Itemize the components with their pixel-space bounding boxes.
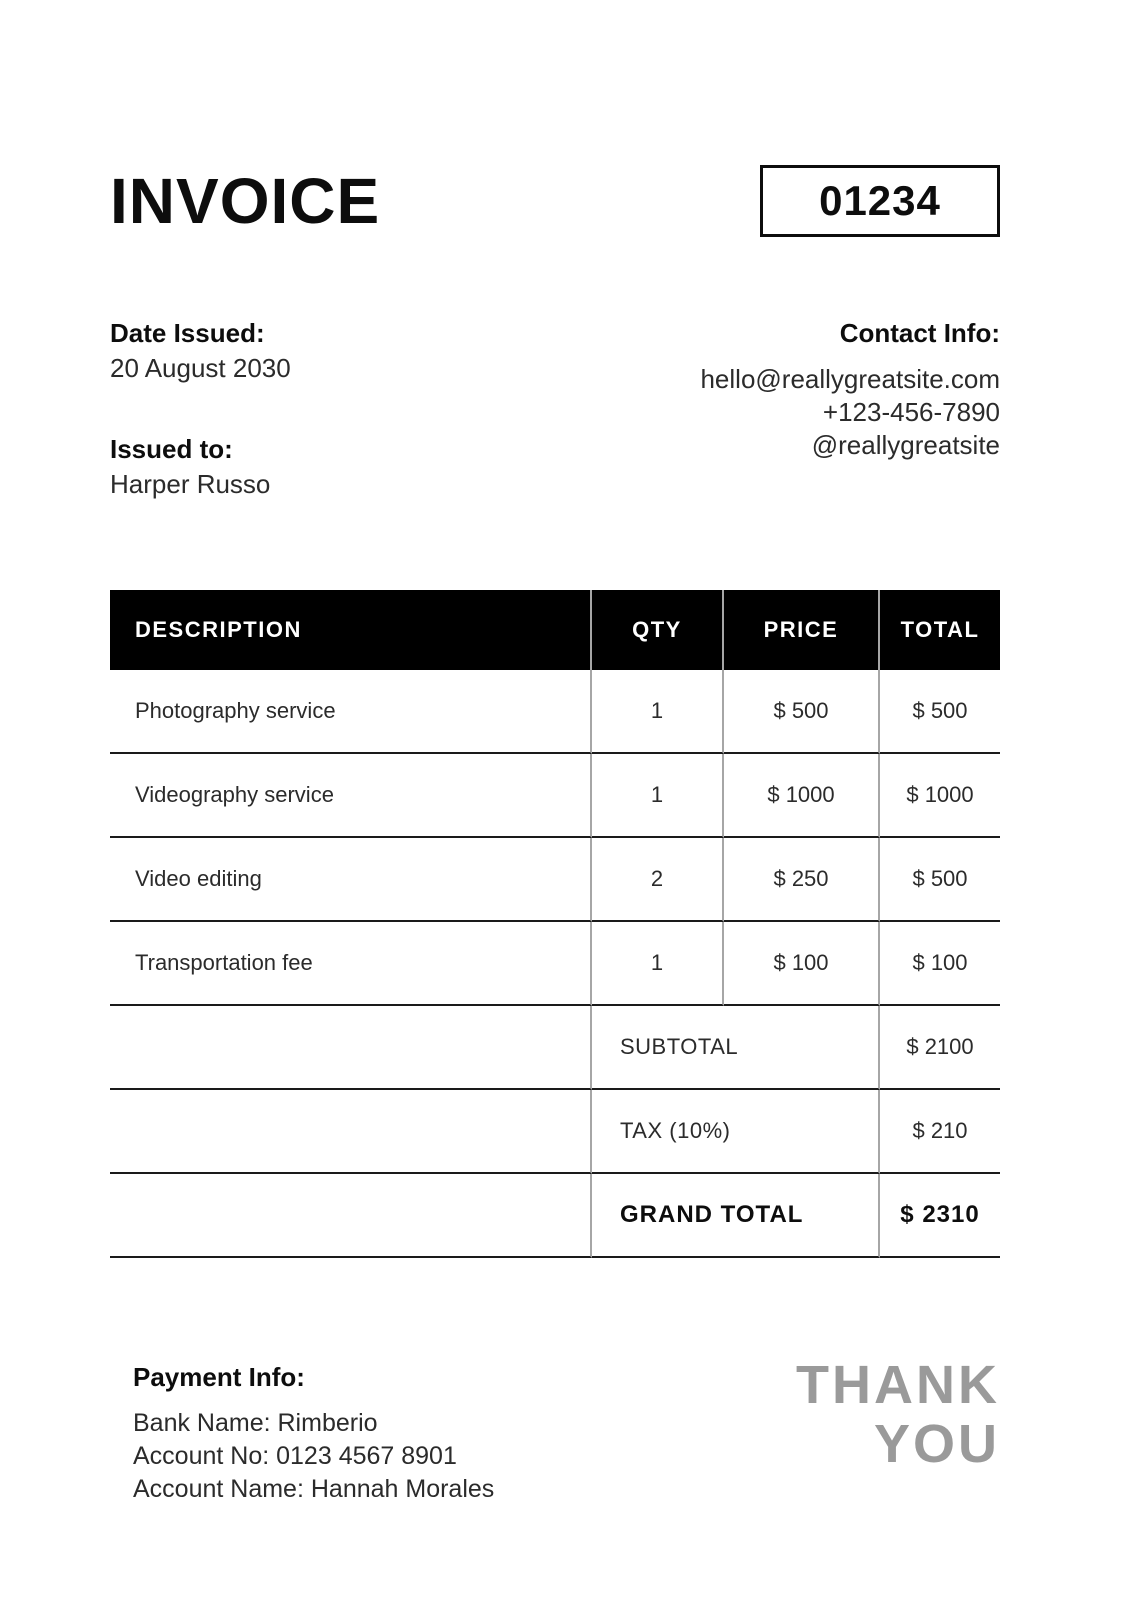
row-total: $ 500 [880,670,1000,754]
issued-to-label: Issued to: [110,434,233,464]
row-description: Transportation fee [110,922,592,1006]
payment-account-no: Account No: 0123 4567 8901 [133,1442,457,1470]
column-header-description: DESCRIPTION [110,590,592,670]
date-issued-value: 20 August 2030 [110,353,291,383]
contact-email: hello@reallygreatsite.com [700,364,1000,394]
payment-bank-name: Bank Name: Rimberio [133,1409,378,1437]
invoice-title: INVOICE [110,165,381,237]
invoice-table [110,590,1000,1258]
invoice-meta [110,318,1000,500]
thank-you-line2: YOU [873,1414,1000,1475]
row-description: Videography service [110,754,592,838]
row-total: $ 100 [880,922,1000,1006]
row-qty: 1 [592,670,724,754]
summary-spacer [110,1174,592,1258]
date-issued-label: Date Issued: [110,318,265,348]
grand-total-value: $ 2310 [880,1174,1000,1258]
contact-info-label: Contact Info: [839,318,1000,348]
row-description: Photography service [110,670,592,754]
tax-label: TAX (10%) [592,1090,880,1174]
invoice-number: 01234 [819,177,941,224]
row-qty: 1 [592,754,724,838]
invoice-header [110,164,1000,238]
column-header-total: TOTAL [880,590,1000,670]
thank-you-message [796,1356,1000,1475]
subtotal-value: $ 2100 [880,1006,1000,1090]
invoice-footer [110,1355,1000,1506]
tax-value: $ 210 [880,1090,1000,1174]
row-qty: 1 [592,922,724,1006]
issue-info [110,318,291,500]
row-price: $ 100 [724,922,880,1006]
invoice-document [110,0,1000,1600]
thank-you-line1: THANK [796,1355,1000,1415]
summary-spacer [110,1006,592,1090]
subtotal-label: SUBTOTAL [592,1006,880,1090]
issued-to-value: Harper Russo [110,469,271,499]
summary-spacer [110,1090,592,1174]
row-price: $ 500 [724,670,880,754]
row-description: Video editing [110,838,592,922]
row-total: $ 500 [880,838,1000,922]
row-price: $ 250 [724,838,880,922]
payment-info [110,1362,494,1506]
payment-account-name: Account Name: Hannah Morales [133,1475,495,1503]
issued-to-block [110,434,291,500]
grand-total-label: GRAND TOTAL [592,1174,880,1258]
contact-info [700,318,1000,500]
row-price: $ 1000 [724,754,880,838]
row-total: $ 1000 [880,754,1000,838]
contact-handle: @reallygreatsite [811,430,1000,460]
contact-phone: +123-456-7890 [822,397,1000,427]
column-header-price: PRICE [724,590,880,670]
column-header-qty: QTY [592,590,724,670]
payment-info-label: Payment Info: [133,1362,305,1392]
row-qty: 2 [592,838,724,922]
invoice-number-box [760,165,1000,237]
date-issued-block [110,318,291,384]
